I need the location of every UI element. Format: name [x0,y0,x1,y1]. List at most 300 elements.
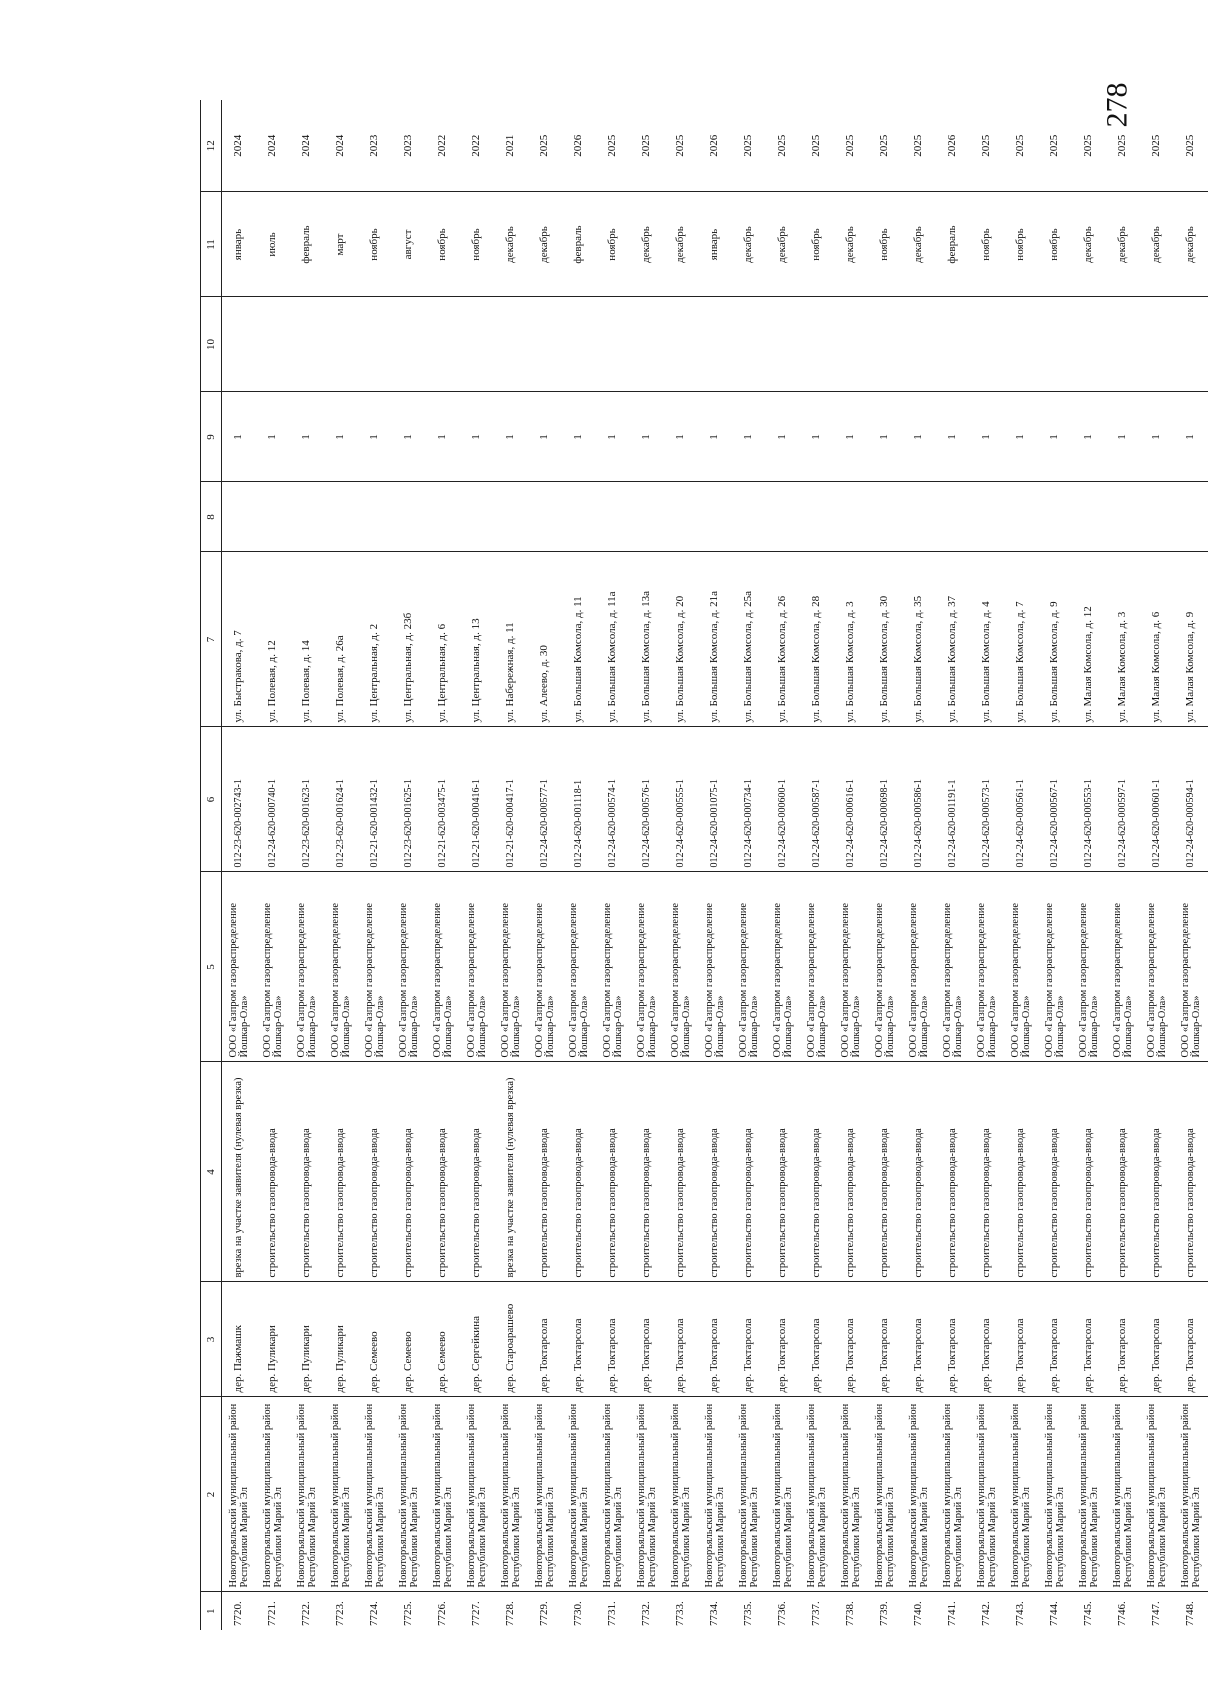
cell-col-8 [290,482,324,552]
cell-municipality: Новоторъяльский муниципальный район Республики Марий Эл [460,1397,494,1592]
cell-address: ул. Набережная, д. 11 [494,552,528,727]
cell-settlement: дер. Староарашево [494,1282,528,1397]
cell-organization: ООО «Газпром газораспределение Йошкар-Ола» [664,872,698,1062]
cell-application-number: 012-24-620-000601-1 [1140,727,1174,872]
cell-col-10 [698,297,732,392]
cell-settlement: дер. Токтарсола [970,1282,1004,1397]
cell-organization: ООО «Газпром газораспределение Йошкар-Ола» [494,872,528,1062]
column-header-7: 7 [201,552,222,727]
cell-col-8 [766,482,800,552]
cell-col-9: 1 [766,392,800,482]
table-row [1174,100,1208,1630]
cell-col-9: 1 [222,392,256,482]
cell-col-10 [936,297,970,392]
cell-settlement: дер. Токтарсола [664,1282,698,1397]
cell-work-type: строительство газопровода-ввода [868,1062,902,1282]
column-header-5: 5 [201,872,222,1062]
cell-year: 2024 [256,100,290,192]
cell-col-10 [630,297,664,392]
cell-month: ноябрь [358,192,392,297]
cell-settlement: дер. Токтарсола [698,1282,732,1397]
cell-settlement: дер. Токтарсола [596,1282,630,1397]
cell-col-9: 1 [324,392,358,482]
cell-col-8 [1174,482,1208,552]
cell-col-9: 1 [256,392,290,482]
cell-col-9: 1 [562,392,596,482]
cell-row-number: 7739. [878,1601,890,1626]
cell-col-8 [222,482,256,552]
cell-work-type: строительство газопровода-ввода [970,1062,1004,1282]
cell-application-number: 012-24-620-000577-1 [528,727,562,872]
cell-col-8 [1004,482,1038,552]
cell-application-number: 012-24-620-000698-1 [868,727,902,872]
cell-month: ноябрь [800,192,834,297]
cell-row-number: 7722. [300,1601,312,1626]
cell-col-8 [834,482,868,552]
cell-col-8 [1140,482,1174,552]
cell-settlement: дер. Токтарсола [732,1282,766,1397]
table-row [528,100,562,1630]
cell-organization: ООО «Газпром газораспределение Йошкар-Ола» [358,872,392,1062]
cell-address: ул. Большая Комсола, д. 21а [698,552,732,727]
cell-col-9: 1 [460,392,494,482]
cell-row-number: 7733. [674,1601,686,1626]
cell-application-number: 012-24-620-000561-1 [1004,727,1038,872]
cell-year: 2025 [732,100,766,192]
cell-col-9: 1 [970,392,1004,482]
cell-col-9: 1 [1140,392,1174,482]
cell-application-number: 012-24-620-000740-1 [256,727,290,872]
cell-month: февраль [936,192,970,297]
cell-row-number: 7730. [572,1601,584,1626]
cell-month: январь [222,192,256,297]
cell-address: ул. Центральная, д. 6 [426,552,460,727]
cell-work-type: строительство газопровода-ввода [766,1062,800,1282]
cell-col-10 [1106,297,1140,392]
cell-col-10 [392,297,426,392]
cell-col-9: 1 [732,392,766,482]
column-header-11: 11 [201,192,222,297]
cell-year: 2023 [358,100,392,192]
cell-work-type: строительство газопровода-ввода [800,1062,834,1282]
cell-work-type: врезка на участке заявителя (нулевая врезка) [222,1062,256,1282]
cell-row-number: 7734. [708,1601,720,1626]
cell-address: ул. Малая Комсола, д. 12 [1072,552,1106,727]
cell-row-number: 7744. [1048,1601,1060,1626]
cell-municipality: Новоторъяльский муниципальный район Республики Марий Эл [1174,1397,1208,1592]
cell-application-number: 012-24-620-000553-1 [1072,727,1106,872]
rotated-table-container [200,100,1202,1630]
cell-organization: ООО «Газпром газораспределение Йошкар-Ола» [426,872,460,1062]
cell-municipality: Новоторъяльский муниципальный район Республики Марий Эл [358,1397,392,1592]
cell-month: ноябрь [1038,192,1072,297]
cell-year: 2026 [698,100,732,192]
cell-col-9: 1 [868,392,902,482]
cell-col-8 [256,482,290,552]
cell-organization: ООО «Газпром газораспределение Йошкар-Ола» [528,872,562,1062]
cell-application-number: 012-24-620-001118-1 [562,727,596,872]
cell-row-number: 7725. [402,1601,414,1626]
cell-settlement: дер. Токтарсола [630,1282,664,1397]
cell-month: март [324,192,358,297]
cell-col-9: 1 [528,392,562,482]
cell-organization: ООО «Газпром газораспределение Йошкар-Ола» [1072,872,1106,1062]
table-row [358,100,392,1630]
cell-application-number: 012-21-620-000416-1 [460,727,494,872]
cell-year: 2025 [970,100,1004,192]
cell-work-type: строительство газопровода-ввода [426,1062,460,1282]
cell-year: 2025 [528,100,562,192]
cell-settlement: дер. Пажмашк [222,1282,256,1397]
cell-organization: ООО «Газпром газораспределение Йошкар-Ола» [1140,872,1174,1062]
cell-organization: ООО «Газпром газораспределение Йошкар-Ола» [562,872,596,1062]
cell-address: ул. Алеево, д. 30 [528,552,562,727]
cell-address: ул. Центральная, д. 13 [460,552,494,727]
cell-work-type: строительство газопровода-ввода [290,1062,324,1282]
cell-municipality: Новоторъяльский муниципальный район Республики Марий Эл [664,1397,698,1592]
cell-col-10 [732,297,766,392]
cell-col-9: 1 [1038,392,1072,482]
cell-month: ноябрь [868,192,902,297]
cell-month: ноябрь [426,192,460,297]
cell-row-number: 7721. [266,1601,278,1626]
cell-year: 2025 [766,100,800,192]
cell-year: 2025 [1038,100,1072,192]
cell-work-type: врезка на участке заявителя (нулевая врезка) [494,1062,528,1282]
cell-address: ул. Большая Комсола, д. 37 [936,552,970,727]
cell-year: 2023 [392,100,426,192]
cell-col-10 [834,297,868,392]
cell-address: ул. Большая Комсола, д. 35 [902,552,936,727]
cell-col-8 [664,482,698,552]
cell-col-9: 1 [1106,392,1140,482]
cell-row-number: 7737. [810,1601,822,1626]
cell-organization: ООО «Газпром газораспределение Йошкар-Ола» [1038,872,1072,1062]
cell-application-number: 012-24-620-000576-1 [630,727,664,872]
cell-month: ноябрь [596,192,630,297]
table-row [1106,100,1140,1630]
table-row [596,100,630,1630]
cell-municipality: Новоторъяльский муниципальный район Республики Марий Эл [834,1397,868,1592]
cell-col-8 [358,482,392,552]
cell-col-8 [1038,482,1072,552]
cell-address: ул. Полевая, д. 26а [324,552,358,727]
cell-application-number: 012-21-620-003475-1 [426,727,460,872]
cell-address: ул. Большая Комсола, д. 11 [562,552,596,727]
cell-address: ул. Полевая, д. 12 [256,552,290,727]
cell-address: ул. Малая Комсола, д. 9 [1174,552,1208,727]
cell-address: ул. Большая Комсола, д. 3 [834,552,868,727]
cell-work-type: строительство газопровода-ввода [392,1062,426,1282]
cell-organization: ООО «Газпром газораспределение Йошкар-Ола» [256,872,290,1062]
table-row [902,100,936,1630]
cell-month: февраль [290,192,324,297]
cell-application-number: 012-24-620-000574-1 [596,727,630,872]
cell-address: ул. Большая Комсола, д. 20 [664,552,698,727]
cell-organization: ООО «Газпром газораспределение Йошкар-Ола» [732,872,766,1062]
cell-settlement: дер. Токтарсола [766,1282,800,1397]
cell-year: 2025 [1106,100,1140,192]
cell-col-10 [324,297,358,392]
cell-col-9: 1 [494,392,528,482]
cell-col-8 [800,482,834,552]
cell-month: декабрь [902,192,936,297]
cell-organization: ООО «Газпром газораспределение Йошкар-Ола» [834,872,868,1062]
cell-organization: ООО «Газпром газораспределение Йошкар-Ола» [392,872,426,1062]
table-row [324,100,358,1630]
cell-settlement: дер. Семеево [392,1282,426,1397]
table-row [290,100,324,1630]
cell-col-9: 1 [698,392,732,482]
cell-year: 2026 [562,100,596,192]
cell-month: август [392,192,426,297]
cell-settlement: дер. Токтарсола [1004,1282,1038,1397]
cell-month: декабрь [834,192,868,297]
cell-col-8 [902,482,936,552]
cell-municipality: Новоторъяльский муниципальный район Республики Марий Эл [698,1397,732,1592]
cell-municipality: Новоторъяльский муниципальный район Республики Марий Эл [1004,1397,1038,1592]
cell-col-9: 1 [936,392,970,482]
table-row [698,100,732,1630]
cell-month: декабрь [1174,192,1208,297]
cell-application-number: 012-23-620-001624-1 [324,727,358,872]
cell-municipality: Новоторъяльский муниципальный район Республики Марий Эл [936,1397,970,1592]
cell-row-number: 7731. [606,1601,618,1626]
cell-col-8 [732,482,766,552]
cell-col-10 [290,297,324,392]
gas-connection-table [200,100,1208,1630]
cell-year: 2025 [902,100,936,192]
cell-year: 2025 [1004,100,1038,192]
cell-work-type: строительство газопровода-ввода [562,1062,596,1282]
cell-work-type: строительство газопровода-ввода [630,1062,664,1282]
cell-col-9: 1 [664,392,698,482]
cell-col-10 [970,297,1004,392]
cell-address: ул. Большая Комсола, д. 30 [868,552,902,727]
cell-row-number: 7745. [1082,1601,1094,1626]
cell-year: 2024 [222,100,256,192]
cell-address: ул. Малая Комсола, д. 6 [1140,552,1174,727]
cell-address: ул. Быстракова, д. 7 [222,552,256,727]
cell-col-8 [1106,482,1140,552]
column-header-4: 4 [201,1062,222,1282]
cell-year: 2025 [664,100,698,192]
cell-application-number: 012-23-620-002743-1 [222,727,256,872]
cell-col-10 [1004,297,1038,392]
cell-municipality: Новоторъяльский муниципальный район Республики Марий Эл [256,1397,290,1592]
cell-row-number: 7724. [368,1601,380,1626]
cell-col-9: 1 [596,392,630,482]
table-row [630,100,664,1630]
cell-work-type: строительство газопровода-ввода [528,1062,562,1282]
cell-col-10 [1072,297,1106,392]
cell-year: 2022 [426,100,460,192]
column-header-3: 3 [201,1282,222,1397]
table-row [800,100,834,1630]
cell-settlement: дер. Токтарсола [902,1282,936,1397]
cell-row-number: 7723. [334,1601,346,1626]
column-header-1: 1 [201,1592,222,1630]
cell-row-number: 7740. [912,1601,924,1626]
cell-work-type: строительство газопровода-ввода [358,1062,392,1282]
cell-col-9: 1 [800,392,834,482]
cell-col-10 [256,297,290,392]
cell-settlement: дер. Токтарсола [1174,1282,1208,1397]
cell-address: ул. Большая Комсола, д. 7 [1004,552,1038,727]
table-row [732,100,766,1630]
cell-year: 2025 [1072,100,1106,192]
table-body [222,100,1208,1630]
cell-settlement: дер. Токтарсола [1140,1282,1174,1397]
cell-address: ул. Большая Комсола, д. 11а [596,552,630,727]
cell-address: ул. Полевая, д. 14 [290,552,324,727]
cell-organization: ООО «Газпром газораспределение Йошкар-Ола» [868,872,902,1062]
cell-row-number: 7747. [1150,1601,1162,1626]
cell-col-10 [1174,297,1208,392]
cell-row-number: 7738. [844,1601,856,1626]
table-row [970,100,1004,1630]
cell-col-10 [868,297,902,392]
cell-application-number: 012-24-620-000734-1 [732,727,766,872]
cell-month: декабрь [528,192,562,297]
cell-year: 2026 [936,100,970,192]
cell-col-10 [766,297,800,392]
cell-col-10 [460,297,494,392]
table-row [392,100,426,1630]
table-row [426,100,460,1630]
cell-settlement: дер. Сергейкина [460,1282,494,1397]
cell-application-number: 012-21-620-001432-1 [358,727,392,872]
cell-col-10 [562,297,596,392]
cell-settlement: дер. Семеево [358,1282,392,1397]
cell-application-number: 012-21-620-000417-1 [494,727,528,872]
cell-row-number: 7729. [538,1601,550,1626]
cell-col-9: 1 [290,392,324,482]
cell-col-10 [1038,297,1072,392]
cell-col-9: 1 [902,392,936,482]
cell-application-number: 012-24-620-000586-1 [902,727,936,872]
cell-settlement: дер. Токтарсола [936,1282,970,1397]
cell-row-number: 7742. [980,1601,992,1626]
column-header-8: 8 [201,482,222,552]
cell-application-number: 012-24-620-000600-1 [766,727,800,872]
cell-municipality: Новоторъяльский муниципальный район Республики Марий Эл [1072,1397,1106,1592]
cell-col-8 [868,482,902,552]
cell-month: декабрь [494,192,528,297]
cell-municipality: Новоторъяльский муниципальный район Республики Марий Эл [902,1397,936,1592]
cell-col-10 [426,297,460,392]
cell-organization: ООО «Газпром газораспределение Йошкар-Ола» [460,872,494,1062]
cell-application-number: 012-24-620-000597-1 [1106,727,1140,872]
cell-address: ул. Большая Комсола, д. 9 [1038,552,1072,727]
cell-address: ул. Малая Комсола, д. 3 [1106,552,1140,727]
cell-application-number: 012-24-620-000594-1 [1174,727,1208,872]
cell-col-9: 1 [630,392,664,482]
cell-application-number: 012-24-620-001191-1 [936,727,970,872]
cell-row-number: 7726. [436,1601,448,1626]
table-row [766,100,800,1630]
cell-organization: ООО «Газпром газораспределение Йошкар-Ола» [766,872,800,1062]
page-number: 278 [1100,82,1134,128]
cell-month: декабрь [1072,192,1106,297]
cell-municipality: Новоторъяльский муниципальный район Республики Марий Эл [630,1397,664,1592]
cell-col-8 [698,482,732,552]
cell-organization: ООО «Газпром газораспределение Йошкар-Ола» [936,872,970,1062]
cell-col-9: 1 [426,392,460,482]
cell-col-8 [426,482,460,552]
cell-col-10 [1140,297,1174,392]
cell-application-number: 012-23-620-001623-1 [290,727,324,872]
cell-municipality: Новоторъяльский муниципальный район Республики Марий Эл [324,1397,358,1592]
cell-work-type: строительство газопровода-ввода [1106,1062,1140,1282]
cell-col-8 [528,482,562,552]
cell-month: декабрь [1106,192,1140,297]
cell-month: ноябрь [970,192,1004,297]
cell-work-type: строительство газопровода-ввода [596,1062,630,1282]
cell-address: ул. Большая Комсола, д. 13а [630,552,664,727]
table-row [1140,100,1174,1630]
cell-municipality: Новоторъяльский муниципальный район Республики Марий Эл [494,1397,528,1592]
cell-organization: ООО «Газпром газораспределение Йошкар-Ола» [1174,872,1208,1062]
cell-col-8 [630,482,664,552]
cell-municipality: Новоторъяльский муниципальный район Республики Марий Эл [1106,1397,1140,1592]
cell-row-number: 7728. [504,1601,516,1626]
cell-settlement: дер. Пуликари [324,1282,358,1397]
cell-settlement: дер. Токтарсола [1072,1282,1106,1397]
cell-work-type: строительство газопровода-ввода [256,1062,290,1282]
cell-work-type: строительство газопровода-ввода [936,1062,970,1282]
cell-col-10 [528,297,562,392]
cell-work-type: строительство газопровода-ввода [732,1062,766,1282]
cell-municipality: Новоторъяльский муниципальный район Республики Марий Эл [868,1397,902,1592]
cell-col-8 [562,482,596,552]
table-row [222,100,256,1630]
cell-municipality: Новоторъяльский муниципальный район Республики Марий Эл [596,1397,630,1592]
cell-organization: ООО «Газпром газораспределение Йошкар-Ола» [1004,872,1038,1062]
table-row [1004,100,1038,1630]
column-header-12: 12 [201,100,222,192]
cell-col-8 [460,482,494,552]
cell-work-type: строительство газопровода-ввода [324,1062,358,1282]
cell-month: декабрь [766,192,800,297]
cell-settlement: дер. Токтарсола [1106,1282,1140,1397]
cell-organization: ООО «Газпром газораспределение Йошкар-Ола» [222,872,256,1062]
table-row [936,100,970,1630]
cell-year: 2024 [290,100,324,192]
cell-settlement: дер. Токтарсола [800,1282,834,1397]
cell-col-10 [800,297,834,392]
cell-row-number: 7741. [946,1601,958,1626]
cell-municipality: Новоторъяльский муниципальный район Республики Марий Эл [392,1397,426,1592]
cell-col-9: 1 [1174,392,1208,482]
column-header-2: 2 [201,1397,222,1592]
cell-address: ул. Большая Комсола, д. 28 [800,552,834,727]
cell-year: 2021 [494,100,528,192]
cell-month: декабрь [630,192,664,297]
cell-municipality: Новоторъяльский муниципальный район Республики Марий Эл [562,1397,596,1592]
cell-work-type: строительство газопровода-ввода [834,1062,868,1282]
table-row [1038,100,1072,1630]
cell-col-9: 1 [358,392,392,482]
cell-municipality: Новоторъяльский муниципальный район Республики Марий Эл [222,1397,256,1592]
cell-organization: ООО «Газпром газораспределение Йошкар-Ола» [596,872,630,1062]
cell-address: ул. Центральная, д. 23б [392,552,426,727]
column-header-9: 9 [201,392,222,482]
cell-municipality: Новоторъяльский муниципальный район Республики Марий Эл [290,1397,324,1592]
cell-col-8 [494,482,528,552]
cell-work-type: строительство газопровода-ввода [1072,1062,1106,1282]
table-row [256,100,290,1630]
